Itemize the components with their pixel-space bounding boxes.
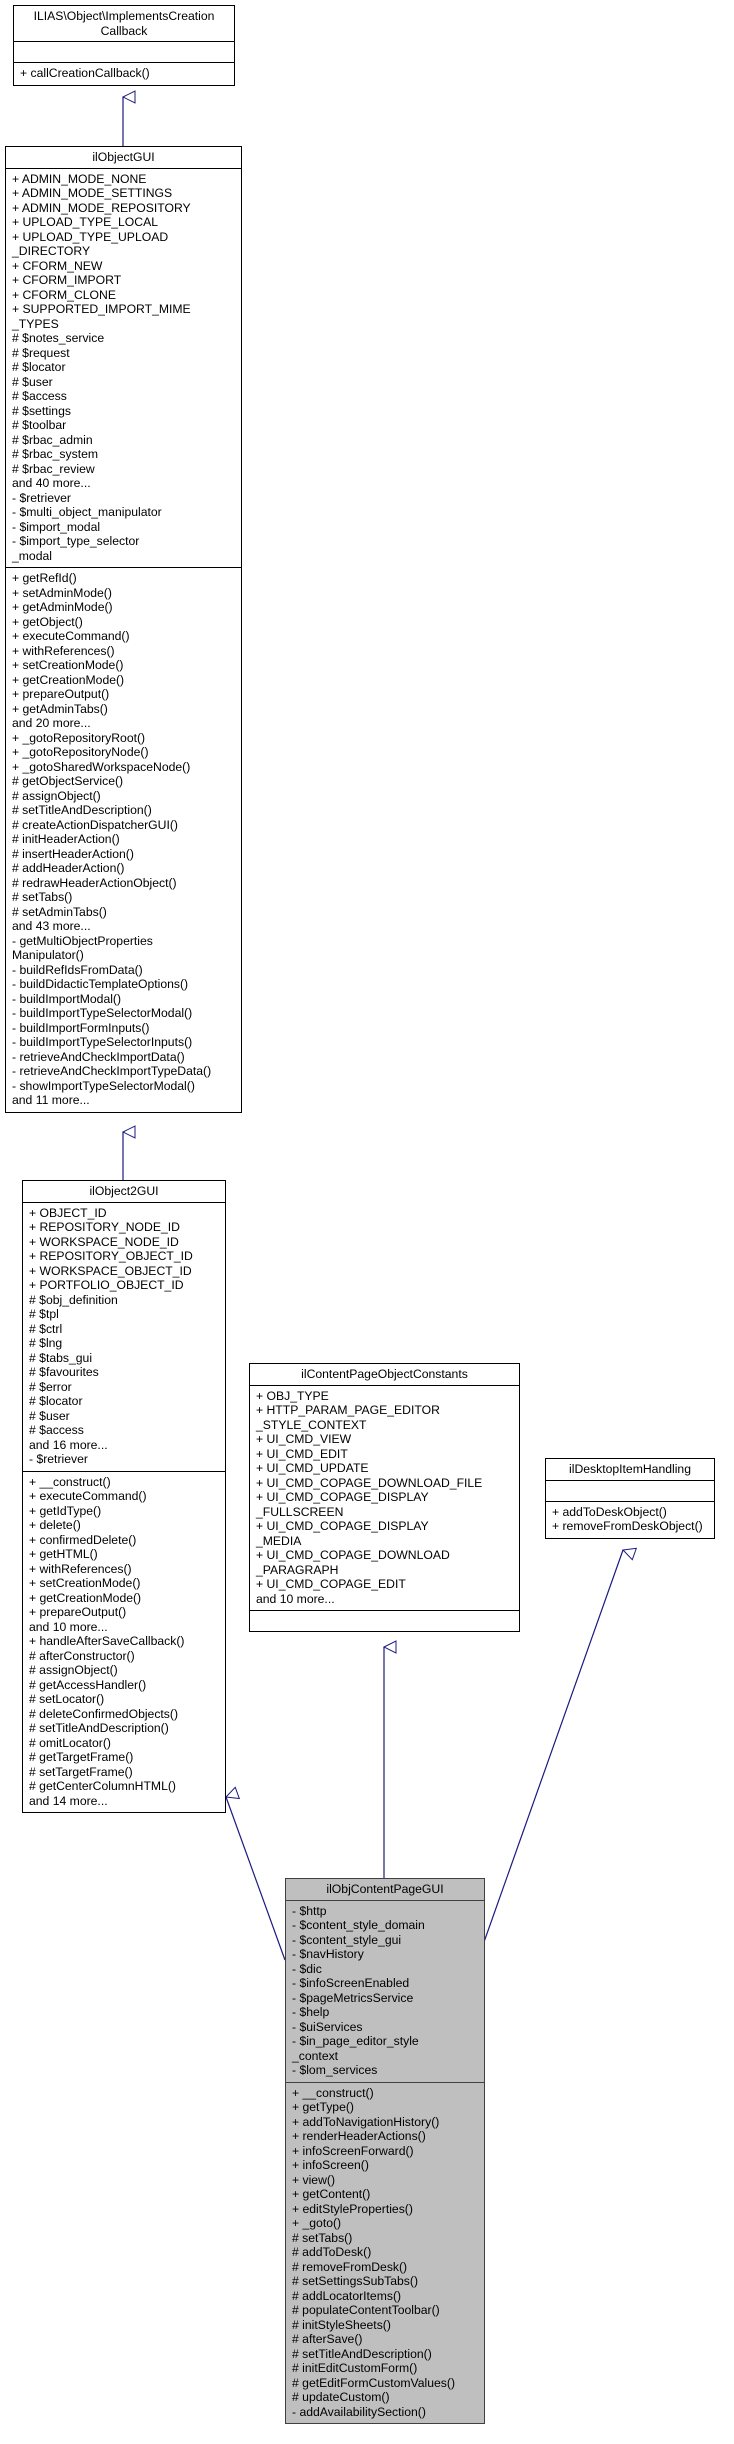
class-title: ilObjectGUI xyxy=(6,147,241,169)
attribute-entry: _MEDIA xyxy=(256,1533,302,1548)
method-entry: # deleteConfirmedObjects() xyxy=(29,1706,179,1721)
attributes-section xyxy=(14,42,234,63)
method-entry: # addHeaderAction() xyxy=(12,861,125,875)
class-implements-creation-callback[interactable] xyxy=(13,5,235,86)
method-entry: Manipulator() xyxy=(12,948,84,962)
attribute-entry: + UPLOAD_TYPE_UPLOAD xyxy=(12,229,169,244)
method-entry: + getAdminTabs() xyxy=(12,701,108,716)
attribute-entry: + OBJ_TYPE xyxy=(256,1388,329,1403)
method-entry: + delete() xyxy=(29,1518,81,1532)
method-entry: # removeFromDesk() xyxy=(292,2259,408,2274)
class-il-object-gui[interactable] xyxy=(5,146,242,1113)
method-entry: + __construct() xyxy=(292,2085,374,2100)
attribute-entry: + CFORM_CLONE xyxy=(12,287,116,302)
attribute-entry: # $ctrl xyxy=(29,1321,63,1336)
attribute-entry: - $in_page_editor_style xyxy=(292,2034,419,2048)
method-entry: # getCenterColumnHTML() xyxy=(29,1779,176,1793)
attribute-entry: + UI_CMD_EDIT xyxy=(256,1446,348,1461)
method-entry: # createActionDispatcherGUI() xyxy=(12,817,178,832)
attribute-entry: - $multi_object_manipulator xyxy=(12,505,162,519)
method-entry: + infoScreenForward() xyxy=(292,2143,414,2158)
attributes-section xyxy=(6,169,241,569)
attribute-entry: # $user xyxy=(29,1408,70,1423)
attribute-entry: _PARAGRAPH xyxy=(256,1562,339,1577)
method-entry: + removeFromDeskObject() xyxy=(552,1519,703,1533)
method-entry: + view() xyxy=(292,2172,336,2187)
class-title: ilObjContentPageGUI xyxy=(286,1879,484,1901)
attribute-entry: and 10 more... xyxy=(256,1591,335,1606)
attribute-entry: # $notes_service xyxy=(12,331,105,345)
method-entry: # setLocator() xyxy=(29,1692,105,1706)
attribute-entry: - $http xyxy=(292,1903,327,1918)
class-title-line: ILIAS\Object\ImplementsCreation xyxy=(33,9,215,23)
attribute-entry: _modal xyxy=(12,548,52,563)
method-entry: # initHeaderAction() xyxy=(12,832,120,846)
method-entry: + setCreationMode() xyxy=(12,658,124,672)
method-entry: + addToNavigationHistory() xyxy=(292,2114,440,2129)
attribute-entry: + ADMIN_MODE_NONE xyxy=(12,171,147,186)
method-entry: # redrawHeaderActionObject() xyxy=(12,875,177,890)
attribute-entry: # $obj_definition xyxy=(29,1292,118,1307)
attribute-entry: _DIRECTORY xyxy=(12,244,91,258)
method-entry: + callCreationCallback() xyxy=(20,66,150,80)
method-entry: # omitLocator() xyxy=(29,1735,111,1750)
method-entry: # getObjectService() xyxy=(12,774,124,788)
method-entry: + infoScreen() xyxy=(292,2158,369,2172)
method-entry: # setTargetFrame() xyxy=(29,1764,133,1779)
method-entry: # initEditCustomForm() xyxy=(292,2361,418,2375)
class-title-line: Callback xyxy=(100,23,148,38)
method-entry: + getContent() xyxy=(292,2187,371,2201)
methods-section xyxy=(546,1502,714,1538)
method-entry: and 11 more... xyxy=(12,1093,90,1107)
attribute-entry: + UI_CMD_COPAGE_DISPLAY xyxy=(256,1519,429,1533)
attribute-entry: # $user xyxy=(12,374,53,389)
attribute-entry: + REPOSITORY_NODE_ID xyxy=(29,1220,180,1234)
attribute-entry: # $rbac_review xyxy=(12,461,95,476)
method-entry: + setCreationMode() xyxy=(29,1576,141,1590)
method-entry: + setAdminMode() xyxy=(12,585,112,600)
method-entry: and 43 more... xyxy=(12,919,91,933)
method-entry: + getHTML() xyxy=(29,1547,98,1561)
class-il-content-page-object-constants[interactable] xyxy=(249,1363,520,1632)
method-entry: and 10 more... xyxy=(29,1619,108,1634)
method-entry: and 14 more... xyxy=(29,1793,108,1808)
attribute-entry: - $navHistory xyxy=(292,1947,364,1961)
method-entry: # addToDesk() xyxy=(292,2245,372,2259)
method-entry: and 20 more... xyxy=(12,716,91,730)
attribute-entry: _TYPES xyxy=(12,316,59,331)
attribute-entry: + UI_CMD_COPAGE_DOWNLOAD_FILE xyxy=(256,1475,483,1490)
method-entry: + addToDeskObject() xyxy=(552,1504,667,1519)
method-entry: + withReferences() xyxy=(29,1561,132,1576)
attribute-entry: # $request xyxy=(12,345,70,360)
attribute-entry: - $import_type_selector xyxy=(12,534,140,548)
attribute-entry: + SUPPORTED_IMPORT_MIME xyxy=(12,302,191,316)
attribute-entry: - $uiServices xyxy=(292,2019,363,2034)
class-title: ilContentPageObjectConstants xyxy=(250,1364,519,1386)
attribute-entry: # $rbac_admin xyxy=(12,432,93,447)
attribute-entry: _FULLSCREEN xyxy=(256,1504,344,1519)
attribute-entry: - $pageMetricsService xyxy=(292,1990,414,2005)
method-entry: - retrieveAndCheckImportTypeData() xyxy=(12,1064,212,1078)
attribute-entry: _context xyxy=(292,2048,339,2063)
method-entry: # setTitleAndDescription() xyxy=(292,2346,432,2361)
method-entry: + getAdminMode() xyxy=(12,600,113,614)
attribute-entry: + UI_CMD_UPDATE xyxy=(256,1461,369,1475)
methods-section xyxy=(286,2083,484,2424)
methods-section xyxy=(250,1611,519,1631)
method-entry: # addLocatorItems() xyxy=(292,2288,402,2303)
method-entry: # setTabs() xyxy=(292,2230,353,2245)
attribute-entry: + UI_CMD_COPAGE_DOWNLOAD xyxy=(256,1548,450,1562)
class-il-desktop-item-handling[interactable] xyxy=(545,1458,715,1539)
attribute-entry: # $access xyxy=(12,389,67,403)
method-entry: + prepareOutput() xyxy=(29,1605,127,1619)
methods-section xyxy=(14,63,234,85)
method-entry: - buildRefIdsFromData() xyxy=(12,962,143,977)
method-entry: # assignObject() xyxy=(29,1663,118,1677)
attribute-entry: + PORTFOLIO_OBJECT_ID xyxy=(29,1278,184,1292)
method-entry: + __construct() xyxy=(29,1474,111,1489)
method-entry: + executeCommand() xyxy=(12,629,130,643)
method-entry: + getCreationMode() xyxy=(29,1590,142,1605)
method-entry: + getRefId() xyxy=(12,571,77,585)
attributes-section xyxy=(23,1203,225,1472)
method-entry: # getTargetFrame() xyxy=(29,1750,134,1764)
method-entry: # getAccessHandler() xyxy=(29,1677,147,1692)
method-entry: + getCreationMode() xyxy=(12,672,125,687)
method-entry: # insertHeaderAction() xyxy=(12,846,134,861)
attribute-entry: + ADMIN_MODE_SETTINGS xyxy=(12,186,173,200)
method-entry: + withReferences() xyxy=(12,643,115,658)
attribute-entry: - $help xyxy=(292,2005,330,2019)
attribute-entry: + UI_CMD_VIEW xyxy=(256,1432,352,1446)
attribute-entry: + UPLOAD_TYPE_LOCAL xyxy=(12,215,158,229)
method-entry: + _gotoSharedWorkspaceNode() xyxy=(12,759,191,774)
attribute-entry: + REPOSITORY_OBJECT_ID xyxy=(29,1249,193,1263)
method-entry: + _goto() xyxy=(292,2216,342,2230)
edge-contentpagegui-to-object2gui xyxy=(226,1797,285,1960)
method-entry: + _gotoRepositoryRoot() xyxy=(12,730,146,745)
attribute-entry: + CFORM_NEW xyxy=(12,258,103,273)
class-title: ilDesktopItemHandling xyxy=(546,1459,714,1481)
method-entry: + executeCommand() xyxy=(29,1489,147,1503)
attribute-entry: + WORKSPACE_OBJECT_ID xyxy=(29,1263,192,1278)
attribute-entry: - $lom_services xyxy=(292,2063,378,2077)
method-entry: + renderHeaderActions() xyxy=(292,2129,426,2143)
attribute-entry: - $retriever xyxy=(29,1452,88,1466)
method-entry: - showImportTypeSelectorModal() xyxy=(12,1078,195,1093)
method-entry: # afterConstructor() xyxy=(29,1648,135,1663)
attribute-entry: - $retriever xyxy=(12,490,71,505)
method-entry: + getIdType() xyxy=(29,1503,102,1518)
method-entry: # setTitleAndDescription() xyxy=(12,803,152,817)
method-entry: - buildImportTypeSelectorModal() xyxy=(12,1006,193,1020)
attribute-entry: # $locator xyxy=(29,1394,83,1408)
method-entry: # initStyleSheets() xyxy=(292,2317,391,2332)
method-entry: # setTitleAndDescription() xyxy=(29,1721,169,1735)
attribute-entry: + UI_CMD_COPAGE_DISPLAY xyxy=(256,1490,429,1504)
method-entry: - addAvailabilitySection() xyxy=(292,2404,426,2419)
attribute-entry: + UI_CMD_COPAGE_EDIT xyxy=(256,1577,406,1591)
attribute-entry: + CFORM_IMPORT xyxy=(12,273,122,287)
method-entry: # updateCustom() xyxy=(292,2390,390,2404)
method-entry: - buildImportTypeSelectorInputs() xyxy=(12,1035,193,1049)
attribute-entry: # $locator xyxy=(12,360,66,374)
attribute-entry: # $favourites xyxy=(29,1365,99,1379)
class-il-obj-content-page-gui[interactable] xyxy=(285,1878,485,2424)
method-entry: # populateContentToolbar() xyxy=(292,2303,440,2317)
methods-section xyxy=(6,568,241,1112)
method-entry: - getMultiObjectProperties xyxy=(12,933,153,948)
attribute-entry: - $content_style_domain xyxy=(292,1918,425,1932)
method-entry: # getEditFormCustomValues() xyxy=(292,2375,456,2390)
attribute-entry: + HTTP_PARAM_PAGE_EDITOR xyxy=(256,1403,440,1417)
method-entry: - buildDidacticTemplateOptions() xyxy=(12,977,189,991)
attribute-entry: # $access xyxy=(29,1423,84,1437)
method-entry: - buildImportModal() xyxy=(12,991,122,1006)
method-entry: # setSettingsSubTabs() xyxy=(292,2274,419,2288)
attribute-entry: - $dic xyxy=(292,1961,322,1976)
attribute-entry: - $content_style_gui xyxy=(292,1932,402,1947)
attribute-entry: # $lng xyxy=(29,1336,63,1350)
attribute-entry: and 16 more... xyxy=(29,1437,108,1452)
method-entry: # afterSave() xyxy=(292,2332,363,2346)
method-entry: - retrieveAndCheckImportData() xyxy=(12,1049,185,1064)
attribute-entry: + WORKSPACE_NODE_ID xyxy=(29,1234,179,1249)
method-entry: + _gotoRepositoryNode() xyxy=(12,745,149,759)
attribute-entry: # $error xyxy=(29,1379,72,1394)
method-entry: - buildImportFormInputs() xyxy=(12,1020,150,1035)
attribute-entry: # $tpl xyxy=(29,1307,59,1321)
attribute-entry: - $import_modal xyxy=(12,519,101,534)
attribute-entry: # $settings xyxy=(12,403,71,418)
attribute-entry: # $toolbar xyxy=(12,418,67,432)
method-entry: + editStyleProperties() xyxy=(292,2201,413,2216)
method-entry: # setAdminTabs() xyxy=(12,904,107,919)
attribute-entry: # $tabs_gui xyxy=(29,1350,93,1365)
attribute-entry: + ADMIN_MODE_REPOSITORY xyxy=(12,200,191,215)
method-entry: + prepareOutput() xyxy=(12,687,110,701)
attribute-entry: _STYLE_CONTEXT xyxy=(256,1417,367,1432)
method-entry: # setTabs() xyxy=(12,890,73,904)
class-il-object2-gui[interactable] xyxy=(22,1180,226,1813)
method-entry: # assignObject() xyxy=(12,788,101,803)
method-entry: + confirmedDelete() xyxy=(29,1532,137,1547)
class-title: ilObject2GUI xyxy=(23,1181,225,1203)
method-entry: + handleAfterSaveCallback() xyxy=(29,1634,185,1648)
attributes-section xyxy=(546,1481,714,1502)
methods-section xyxy=(23,1472,225,1813)
attribute-entry: + OBJECT_ID xyxy=(29,1205,107,1220)
method-entry: + getType() xyxy=(292,2100,354,2114)
class-title xyxy=(14,6,234,42)
attributes-section xyxy=(250,1386,519,1612)
attribute-entry: # $rbac_system xyxy=(12,447,99,461)
attribute-entry: and 40 more... xyxy=(12,476,91,490)
attribute-entry: - $infoScreenEnabled xyxy=(292,1976,410,1990)
attributes-section xyxy=(286,1901,484,2083)
method-entry: + getObject() xyxy=(12,614,83,629)
